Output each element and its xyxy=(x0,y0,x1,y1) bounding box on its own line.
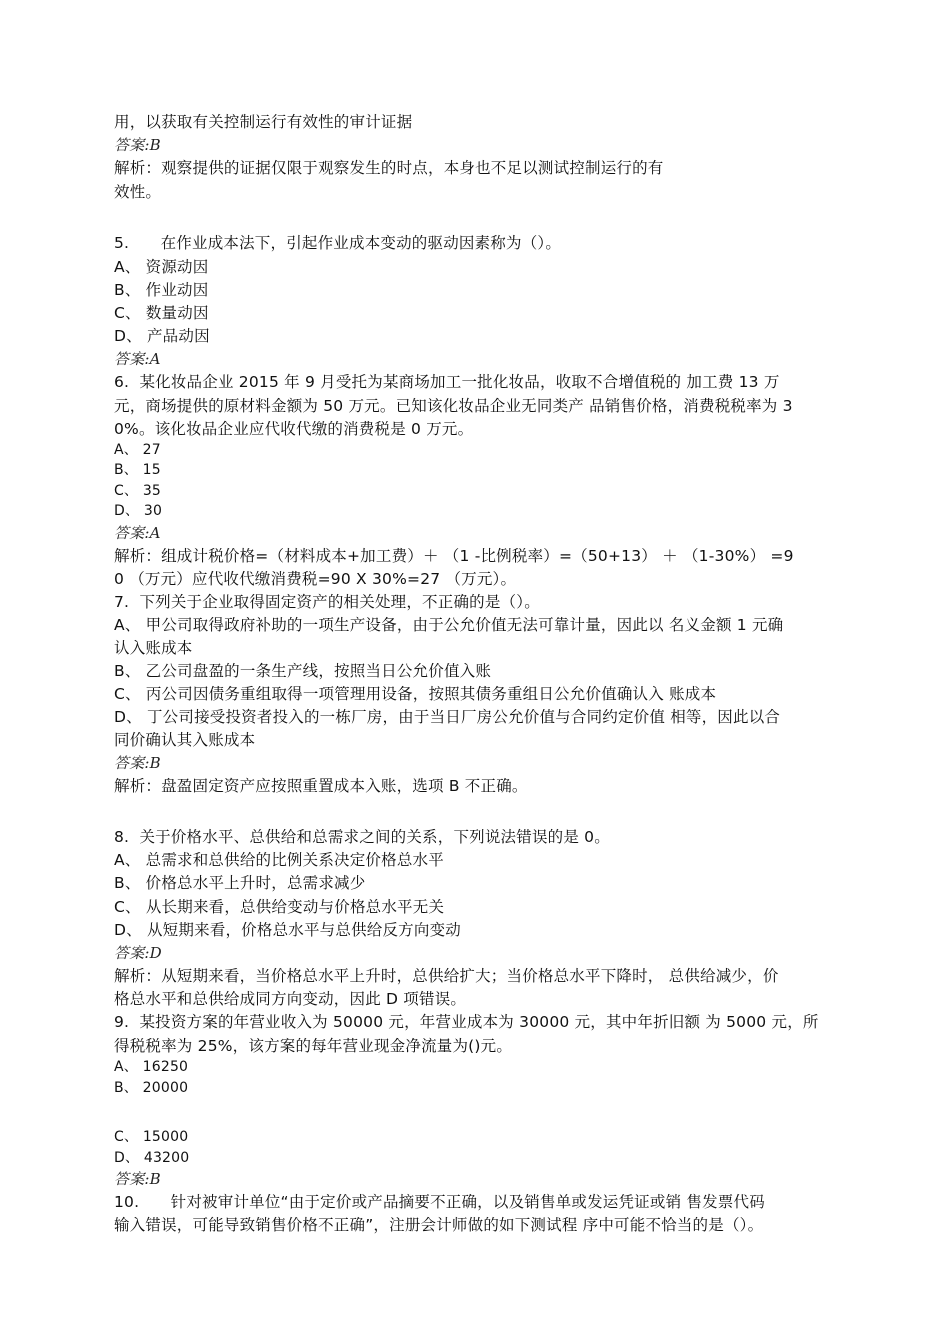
option-c: C、 35 xyxy=(114,483,162,499)
option-b: B、 乙公司盘盈的一条生产线，按照当日公允价值入账 xyxy=(114,662,492,680)
option-c: C、 数量动因 xyxy=(114,304,209,322)
answer-line: 答案:B xyxy=(114,754,161,772)
analysis-line: 解析：从短期来看，当价格总水平上升时，总供给扩大；当价格总水平下降时， 总供给减少，价 xyxy=(114,967,779,985)
option-d: D、 产品动因 xyxy=(114,327,210,345)
option-b: B、 20000 xyxy=(114,1080,189,1096)
option-d: D、 30 xyxy=(114,503,163,519)
option-d: D、 从短期来看，价格总水平与总供给反方向变动 xyxy=(114,921,461,939)
answer-line: 答案:A xyxy=(114,524,161,542)
question-6: 6. 某化妆品企业 2015 年 9 月受托为某商场加工一批化妆品，收取不合增值税的 加工费 13 万 xyxy=(114,373,780,391)
option-a: A、 资源动因 xyxy=(114,258,209,276)
option-c: C、 从长期来看，总供给变动与价格总水平无关 xyxy=(114,898,445,916)
question-6-cont: 元，商场提供的原材料金额为 50 万元。已知该化妆品企业无同类产 品销售价格，消费税税率为 3 xyxy=(114,397,793,415)
text-line: 用，以获取有关控制运行有效性的审计证据 xyxy=(114,113,413,131)
analysis-line: 0 （万元）应代收代缴消费税=90 X 30%=27 （万元）。 xyxy=(114,570,517,588)
option-d: D、 丁公司接受投资者投入的一栋厂房，由于当日厂房公允价值与合同约定价值 相等，因此以合 xyxy=(114,708,781,726)
option-b: B、 15 xyxy=(114,462,161,478)
option-b: B、 作业动因 xyxy=(114,281,209,299)
analysis-line: 解析：观察提供的证据仅限于观察发生的时点，本身也不足以测试控制运行的有 xyxy=(114,159,664,177)
analysis-line: 格总水平和总供给成同方向变动，因此 D 项错误。 xyxy=(114,990,467,1008)
question-8: 8. 关于价格水平、总供给和总需求之间的关系，下列说法错误的是 0。 xyxy=(114,828,610,846)
analysis-line: 解析：组成计税价格=（材料成本+加工费）＋ （1 -比例税率）=（50+13） ＋ （1-30%） =9 xyxy=(114,547,794,565)
analysis-line: 效性。 xyxy=(114,183,162,201)
option-a: A、 16250 xyxy=(114,1059,189,1075)
answer-line: 答案:B xyxy=(114,136,161,154)
answer-line: 答案:B xyxy=(114,1170,161,1188)
question-9-cont: 得税税率为 25%，该方案的每年营业现金净流量为()元。 xyxy=(114,1037,513,1055)
answer-line: 答案:A xyxy=(114,350,161,368)
question-10: 10. 针对被审计单位“由于定价或产品摘要不正确，以及销售单或发运凭证或销 售发票代码 xyxy=(114,1193,765,1211)
analysis-line: 解析：盘盈固定资产应按照重置成本入账，选项 B 不正确。 xyxy=(114,777,528,795)
option-a-cont: 认入账成本 xyxy=(114,639,193,657)
question-6-cont: 0%。该化妆品企业应代收代缴的消费税是 0 万元。 xyxy=(114,420,474,438)
answer-line: 答案:D xyxy=(114,944,162,962)
option-c: C、 15000 xyxy=(114,1129,189,1145)
option-a: A、 甲公司取得政府补助的一项生产设备，由于公允价值无法可靠计量，因此以 名义金额 1 元确 xyxy=(114,616,784,634)
option-b: B、 价格总水平上升时，总需求减少 xyxy=(114,874,366,892)
question-9: 9. 某投资方案的年营业收入为 50000 元，年营业成本为 30000 元，其中年折旧额 为 5000 元，所 xyxy=(114,1013,819,1031)
question-7: 7. 下列关于企业取得固定资产的相关处理，不正确的是（）。 xyxy=(114,593,540,611)
option-c: C、 丙公司因债务重组取得一项管理用设备，按照其债务重组日公允价值确认入 账成本 xyxy=(114,685,717,703)
question-10-cont: 输入错误，可能导致销售价格不正确”，注册会计师做的如下测试程 序中可能不恰当的是（）。 xyxy=(114,1216,764,1234)
option-a: A、 总需求和总供给的比例关系决定价格总水平 xyxy=(114,851,444,869)
option-a: A、 27 xyxy=(114,442,161,458)
option-d-cont: 同价确认其入账成本 xyxy=(114,731,256,749)
option-d: D、 43200 xyxy=(114,1150,190,1166)
question-5: 5. 在作业成本法下，引起作业成本变动的驱动因素称为（）。 xyxy=(114,234,562,252)
